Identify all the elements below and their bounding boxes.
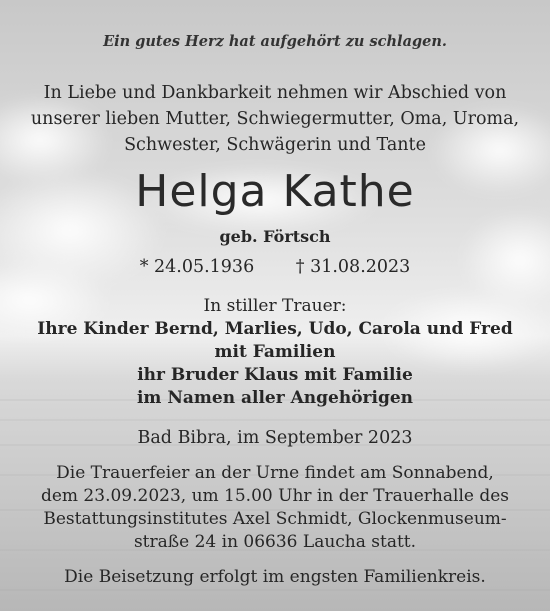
death-date: † 31.08.2023 <box>295 257 411 277</box>
intro-line: unserer lieben Mutter, Schwiegermutter, Oma, Uroma, <box>30 109 520 129</box>
deceased-name: Helga Kathe <box>135 166 415 217</box>
ceremony-line: Die Trauerfeier an der Urne findet am Sonnabend, <box>56 463 494 483</box>
family-list <box>0 318 550 410</box>
ceremony-info <box>0 462 550 554</box>
mourning-intro: In stiller Trauer: <box>203 296 347 316</box>
ceremony-line: straße 24 in 06636 Laucha statt. <box>133 532 417 552</box>
burial-info: Die Beisetzung erfolgt im engsten Familienkreis. <box>64 567 486 587</box>
place-date: Bad Bibra, im September 2023 <box>137 428 413 448</box>
life-dates <box>0 257 550 277</box>
family-line: im Namen aller Angehörigen <box>136 388 414 408</box>
intro-line: Schwester, Schwägerin und Tante <box>124 135 426 155</box>
motto: Ein gutes Herz hat aufgehört zu schlagen. <box>103 33 447 50</box>
family-line: mit Familien <box>214 342 336 362</box>
birth-name: geb. Förtsch <box>219 227 331 246</box>
ceremony-line: Bestattungsinstitutes Axel Schmidt, Glockenmuseum- <box>43 509 507 529</box>
ceremony-line: dem 23.09.2023, um 15.00 Uhr in der Trauerhalle des <box>40 486 510 506</box>
family-line: Ihre Kinder Bernd, Marlies, Udo, Carola und Fred <box>37 319 513 339</box>
intro-text <box>0 80 550 158</box>
birth-date: * 24.05.1936 <box>139 257 255 277</box>
intro-line: In Liebe und Dankbarkeit nehmen wir Abschied von <box>43 83 507 103</box>
family-line: ihr Bruder Klaus mit Familie <box>137 365 413 385</box>
